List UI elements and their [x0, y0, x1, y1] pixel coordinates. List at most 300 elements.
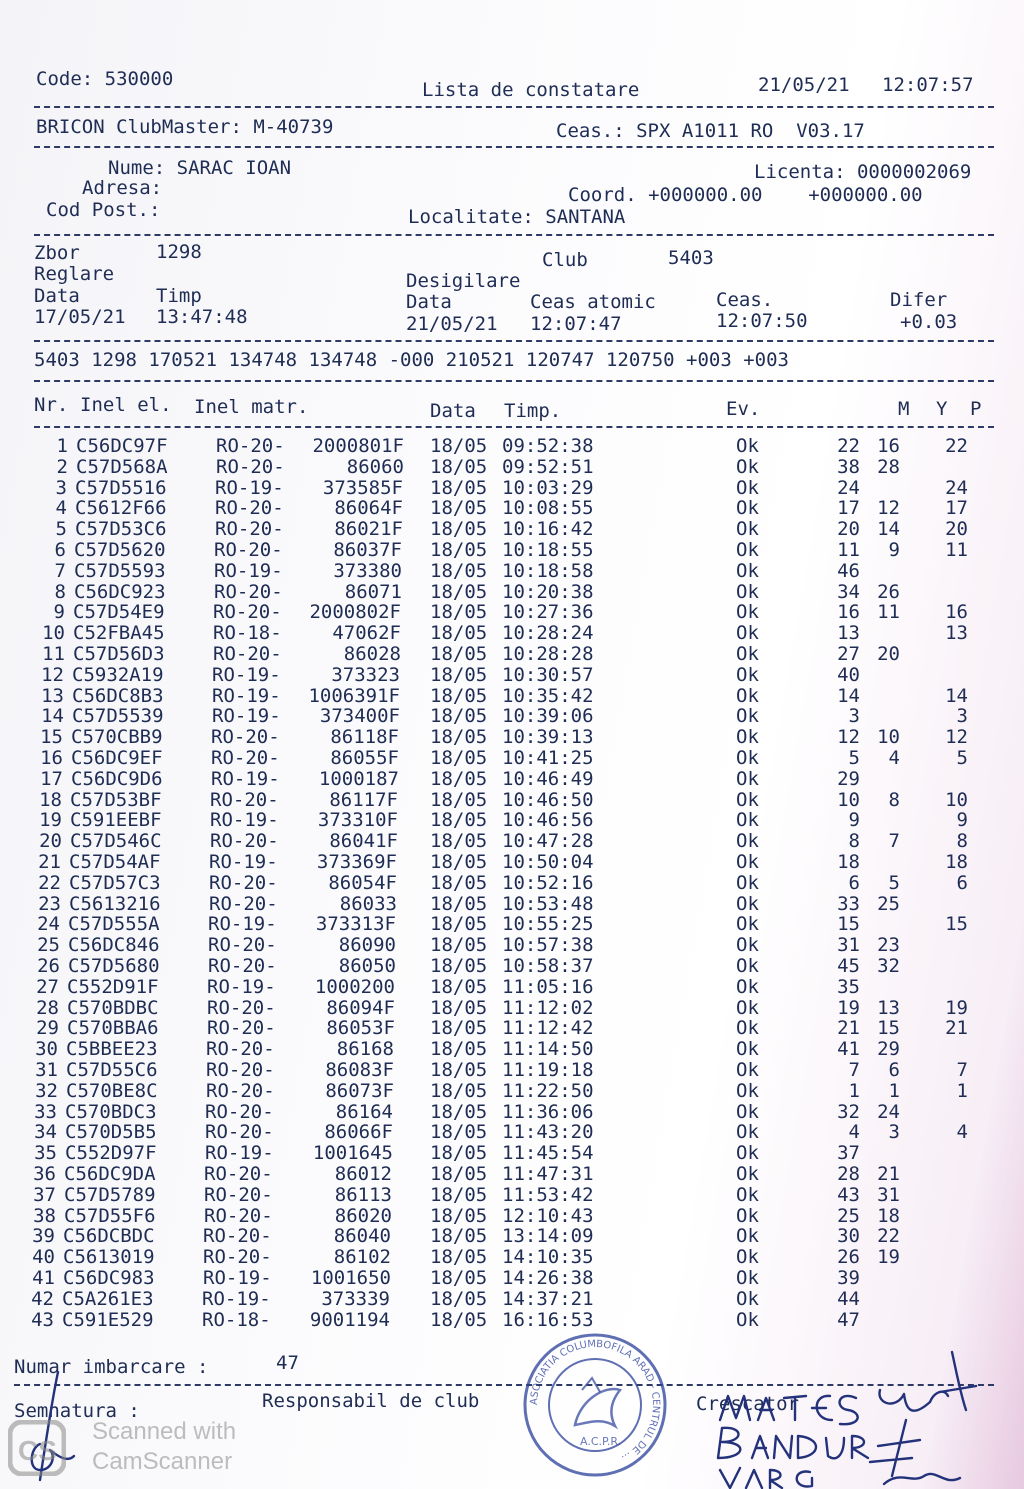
cell-number: 28 — [36, 996, 59, 1019]
table-row — [0, 1060, 1024, 1081]
cell-y-value: 16 — [877, 435, 900, 457]
cell-number: 33 — [34, 1100, 57, 1123]
cell-electronic-ring: C570BDBC — [67, 996, 159, 1019]
table-row — [0, 1206, 1024, 1227]
reglare-time: 13:47:48 — [156, 306, 248, 328]
cell-ring-number: 86020 — [334, 1204, 392, 1227]
cell-status: Ok — [736, 1308, 759, 1331]
cell-m-value: 31 — [837, 934, 860, 957]
cell-number: 30 — [35, 1038, 58, 1061]
cell-ring-prefix: RO-19- — [212, 663, 281, 686]
club-label: Club — [542, 249, 588, 271]
clock-info: Ceas.: SPX A1011 RO V03.17 — [556, 120, 865, 142]
cell-y-value: 11 — [877, 601, 900, 624]
cell-status: Ok — [736, 913, 759, 936]
cell-p-value: 15 — [945, 913, 968, 936]
cell-electronic-ring: C56DC8B3 — [72, 684, 164, 707]
cell-status: Ok — [736, 809, 759, 832]
col-header-timp: Timp. — [504, 400, 562, 422]
cell-status: Ok — [736, 830, 759, 853]
cell-ring-number: 86055F — [330, 747, 399, 769]
cell-y-value: 7 — [888, 830, 900, 853]
cell-ring-number: 86012 — [334, 1163, 392, 1185]
cell-number: 22 — [38, 871, 61, 894]
cell-number: 11 — [42, 643, 65, 665]
cell-number: 7 — [54, 559, 66, 582]
breeder-label: Crescator — [696, 1393, 799, 1415]
cell-status: Ok — [736, 455, 759, 478]
cell-ring-number: 373339 — [321, 1287, 390, 1310]
stamp-text: ASOCIATIA COLUMBOFILA ARAD - CENTRUL DE ... — [528, 1338, 662, 1464]
reglare-time-label: Timp — [156, 285, 202, 307]
table-row — [0, 1081, 1024, 1102]
cell-arrival-date: 18/05 — [430, 497, 488, 520]
cell-ring-number: 1001650 — [310, 1267, 391, 1289]
cell-p-value: 22 — [945, 435, 968, 457]
cell-m-value: 11 — [837, 539, 860, 561]
postal-code-label: Cod Post.: — [46, 199, 161, 221]
cell-ring-number: 86053F — [326, 1017, 395, 1040]
cell-status: Ok — [736, 1038, 759, 1061]
cell-electronic-ring: C56DC846 — [68, 934, 160, 957]
cell-m-value: 8 — [848, 830, 860, 853]
cell-number: 10 — [42, 622, 65, 645]
cell-arrival-time: 09:52:51 — [502, 455, 594, 478]
cell-status: Ok — [736, 1267, 759, 1289]
cell-m-value: 18 — [837, 851, 860, 873]
cell-ring-prefix: RO-20- — [204, 1163, 273, 1185]
cell-ring-number: 86083F — [325, 1059, 394, 1081]
cell-number: 8 — [54, 580, 66, 603]
signature-label: Semnatura : — [14, 1400, 140, 1422]
cell-arrival-date: 18/05 — [430, 643, 488, 665]
cell-p-value: 6 — [956, 871, 968, 894]
table-row — [0, 852, 1024, 873]
cell-arrival-time: 11:22:50 — [502, 1079, 594, 1102]
table-row — [0, 1289, 1024, 1310]
cell-y-value: 13 — [877, 996, 900, 1019]
cell-p-value: 9 — [956, 809, 968, 832]
cell-arrival-time: 10:27:36 — [502, 601, 594, 624]
cell-number: 42 — [31, 1287, 54, 1310]
cell-electronic-ring: C570BDC3 — [65, 1100, 157, 1123]
cell-arrival-date: 18/05 — [430, 601, 488, 624]
cell-electronic-ring: C591E529 — [62, 1308, 154, 1331]
cell-ring-number: 86040 — [333, 1225, 391, 1248]
cell-m-value: 17 — [837, 497, 860, 520]
cell-arrival-date: 18/05 — [430, 1100, 488, 1123]
cell-ring-prefix: RO-20- — [204, 1183, 273, 1206]
cell-ring-prefix: RO-20- — [214, 539, 283, 561]
cell-ring-prefix: RO-19- — [212, 705, 281, 728]
cell-y-value: 3 — [888, 1121, 900, 1144]
cell-status: Ok — [736, 767, 759, 790]
cell-electronic-ring: C5613019 — [63, 1246, 155, 1269]
divider — [34, 426, 994, 428]
print-time: 12:07:57 — [882, 74, 974, 96]
difference-label: Difer — [890, 289, 948, 311]
cell-arrival-time: 10:30:57 — [502, 663, 594, 686]
cell-electronic-ring: C570D5B5 — [65, 1121, 157, 1144]
cell-electronic-ring: C56DC923 — [74, 580, 166, 603]
cell-arrival-date: 18/05 — [430, 1204, 488, 1227]
cell-number: 16 — [40, 747, 63, 769]
cell-arrival-time: 14:37:21 — [502, 1287, 594, 1310]
table-row — [0, 1226, 1024, 1247]
cell-arrival-time: 11:14:50 — [502, 1038, 594, 1061]
cell-p-value: 5 — [956, 747, 968, 769]
cell-ring-number: 373369F — [316, 851, 397, 873]
cell-y-value: 15 — [877, 1017, 900, 1040]
cell-m-value: 33 — [837, 892, 860, 915]
cell-number: 34 — [34, 1121, 57, 1144]
cell-ring-prefix: RO-20- — [210, 788, 279, 811]
cell-number: 35 — [34, 1142, 57, 1165]
cell-ring-prefix: RO-20- — [214, 580, 283, 603]
club-stamp — [520, 1330, 670, 1480]
cell-number: 26 — [37, 955, 60, 977]
cell-status: Ok — [736, 975, 759, 998]
cell-arrival-date: 18/05 — [430, 559, 488, 582]
cell-electronic-ring: C57D546C — [70, 830, 162, 853]
cell-arrival-date: 18/05 — [430, 809, 488, 832]
col-header-inel-matr: Inel matr. — [194, 396, 309, 418]
cell-arrival-time: 10:18:58 — [502, 559, 594, 582]
cell-ring-prefix: RO-20- — [213, 601, 282, 624]
table-row — [0, 914, 1024, 935]
cell-p-value: 16 — [945, 601, 968, 624]
boarding-count-label: Numar imbarcare : — [14, 1356, 209, 1378]
cell-arrival-time: 10:35:42 — [502, 684, 594, 707]
cell-number: 4 — [55, 497, 67, 520]
col-header-inel-el: Inel el. — [80, 394, 172, 416]
cell-m-value: 26 — [837, 1246, 860, 1269]
col-header-p: P — [970, 398, 982, 420]
cell-y-value: 31 — [877, 1183, 900, 1206]
cell-arrival-time: 12:10:43 — [502, 1204, 594, 1227]
cell-arrival-time: 10:53:48 — [502, 892, 594, 915]
print-date: 21/05/21 — [758, 74, 850, 96]
cell-status: Ok — [736, 705, 759, 728]
cell-y-value: 22 — [877, 1225, 900, 1248]
cell-m-value: 22 — [837, 435, 860, 457]
cell-m-value: 5 — [848, 747, 860, 769]
cell-ring-prefix: RO-20- — [208, 934, 277, 957]
cell-m-value: 43 — [837, 1183, 860, 1206]
cell-arrival-time: 10:47:28 — [502, 830, 594, 853]
cell-m-value: 24 — [837, 476, 860, 499]
cell-y-value: 28 — [877, 455, 900, 478]
cell-electronic-ring: C57D5789 — [64, 1183, 156, 1206]
cell-p-value: 3 — [956, 705, 968, 728]
cell-electronic-ring: C57D5593 — [74, 559, 166, 582]
cell-m-value: 32 — [837, 1100, 860, 1123]
cell-ring-prefix: RO-20- — [203, 1225, 272, 1248]
cell-ring-prefix: RO-19- — [212, 684, 281, 707]
table-row — [0, 644, 1024, 665]
cell-ring-number: 1000187 — [318, 767, 399, 790]
cell-status: Ok — [736, 580, 759, 603]
cell-arrival-date: 18/05 — [430, 580, 488, 603]
locality: Localitate: SANTANA — [408, 206, 626, 228]
table-row — [0, 810, 1024, 831]
flight-label: Zbor — [34, 242, 80, 264]
table-row — [0, 706, 1024, 727]
cell-ring-number: 2000802F — [309, 601, 401, 624]
cell-ring-prefix: RO-19- — [215, 476, 284, 499]
cell-status: Ok — [736, 892, 759, 915]
cell-number: 41 — [32, 1267, 55, 1289]
cell-status: Ok — [736, 996, 759, 1019]
col-header-m: M — [898, 398, 910, 420]
cell-arrival-date: 18/05 — [430, 1225, 488, 1248]
desig-atomic-time: 12:07:47 — [530, 313, 622, 335]
cell-ring-number: 373310F — [317, 809, 398, 832]
col-header-y: Y — [936, 398, 948, 420]
cell-ring-number: 86102 — [333, 1246, 391, 1269]
cell-arrival-time: 10:57:38 — [502, 934, 594, 957]
cell-number: 38 — [33, 1204, 56, 1227]
cell-electronic-ring: C570BBA6 — [67, 1017, 159, 1040]
cell-m-value: 46 — [837, 559, 860, 582]
cell-ring-number: 86118F — [330, 726, 399, 749]
cell-number: 12 — [41, 663, 64, 686]
cell-ring-prefix: RO-20- — [205, 1100, 274, 1123]
cell-ring-prefix: RO-20- — [206, 1079, 275, 1102]
cell-status: Ok — [736, 497, 759, 520]
cell-ring-number: 86021F — [334, 518, 403, 541]
clock-label: Ceas. — [716, 289, 774, 311]
cell-ring-number: 373380 — [333, 559, 402, 582]
cell-ring-number: 373585F — [322, 476, 403, 499]
cell-electronic-ring: C570CBB9 — [71, 726, 163, 749]
cell-arrival-time: 16:16:53 — [502, 1308, 594, 1331]
clubmaster-label: BRICON ClubMaster: M-40739 — [36, 116, 334, 138]
cell-arrival-date: 18/05 — [430, 1038, 488, 1061]
table-row — [0, 1122, 1024, 1143]
reglare-label: Reglare — [34, 263, 115, 285]
cell-electronic-ring: C57D5620 — [74, 539, 166, 561]
cell-arrival-date: 18/05 — [430, 1079, 488, 1102]
cell-electronic-ring: C57D57C3 — [69, 871, 161, 894]
cell-m-value: 7 — [848, 1059, 860, 1081]
cell-ring-number: 86066F — [324, 1121, 393, 1144]
cell-m-value: 44 — [837, 1287, 860, 1310]
cell-p-value: 18 — [945, 851, 968, 873]
cell-electronic-ring: C56DC9DA — [64, 1163, 156, 1185]
divider — [14, 1384, 994, 1386]
cell-m-value: 14 — [837, 684, 860, 707]
cell-ring-prefix: RO-20- — [205, 1121, 274, 1144]
cell-electronic-ring: C5613216 — [69, 892, 161, 915]
cell-ring-prefix: RO-19- — [205, 1142, 274, 1165]
cell-arrival-date: 18/05 — [430, 955, 488, 977]
cell-arrival-date: 18/05 — [430, 788, 488, 811]
cell-number: 18 — [39, 788, 62, 811]
col-header-data: Data — [430, 400, 476, 422]
cell-arrival-time: 11:12:02 — [502, 996, 594, 1019]
cell-ring-prefix: RO-20- — [216, 435, 285, 457]
cell-m-value: 19 — [837, 996, 860, 1019]
cell-arrival-time: 14:10:35 — [502, 1246, 594, 1269]
table-row — [0, 665, 1024, 686]
cell-electronic-ring: C570BE8C — [66, 1079, 158, 1102]
cell-ring-number: 86054F — [328, 871, 397, 894]
cell-number: 6 — [54, 539, 66, 561]
cell-number: 5 — [55, 518, 67, 541]
cell-ring-number: 86071 — [344, 580, 402, 603]
cell-status: Ok — [736, 1100, 759, 1123]
cell-m-value: 30 — [837, 1225, 860, 1248]
cell-ring-number: 86168 — [336, 1038, 394, 1061]
cell-arrival-date: 18/05 — [430, 663, 488, 686]
cell-m-value: 4 — [848, 1121, 860, 1144]
cell-ring-number: 86037F — [333, 539, 402, 561]
cell-ring-prefix: RO-19- — [211, 767, 280, 790]
cell-m-value: 35 — [837, 975, 860, 998]
table-row — [0, 478, 1024, 499]
cell-electronic-ring: C52FBA45 — [73, 622, 165, 645]
cell-arrival-time: 10:41:25 — [502, 747, 594, 769]
table-row — [0, 831, 1024, 852]
cell-m-value: 25 — [837, 1204, 860, 1227]
cell-m-value: 40 — [837, 663, 860, 686]
cell-number: 36 — [33, 1163, 56, 1185]
cell-status: Ok — [736, 1246, 759, 1269]
cell-electronic-ring: C56DCBDC — [63, 1225, 155, 1248]
cell-arrival-time: 10:46:50 — [502, 788, 594, 811]
watermark-line-1: Scanned with — [92, 1418, 237, 1445]
cell-y-value: 1 — [888, 1079, 900, 1102]
cell-arrival-time: 10:20:38 — [502, 580, 594, 603]
cell-y-value: 12 — [877, 497, 900, 520]
cell-electronic-ring: C57D53C6 — [75, 518, 167, 541]
cell-number: 21 — [38, 851, 61, 873]
reglare-date-label: Data — [34, 285, 80, 307]
table-row — [0, 1039, 1024, 1060]
cell-m-value: 10 — [837, 788, 860, 811]
cell-arrival-date: 18/05 — [430, 1308, 488, 1331]
cell-y-value: 8 — [888, 788, 900, 811]
cell-arrival-date: 18/05 — [430, 684, 488, 707]
cell-electronic-ring: C5932A19 — [72, 663, 164, 686]
cell-y-value: 21 — [877, 1163, 900, 1185]
cell-arrival-date: 18/05 — [430, 747, 488, 769]
cell-ring-number: 86113 — [334, 1183, 392, 1206]
cell-ring-prefix: RO-19- — [209, 851, 278, 873]
svg-text:CS: CS — [18, 1435, 57, 1466]
cell-arrival-time: 11:19:18 — [502, 1059, 594, 1081]
cell-number: 29 — [36, 1017, 59, 1040]
table-row — [0, 935, 1024, 956]
cell-m-value: 29 — [837, 767, 860, 790]
cell-number: 25 — [37, 934, 60, 957]
cell-status: Ok — [736, 518, 759, 541]
cell-arrival-time: 11:47:31 — [502, 1163, 594, 1185]
cell-arrival-time: 10:46:49 — [502, 767, 594, 790]
cell-electronic-ring: C57D555A — [68, 913, 160, 936]
atomic-clock-label: Ceas atomic — [530, 291, 656, 313]
table-row — [0, 1247, 1024, 1268]
cell-ring-prefix: RO-18- — [202, 1308, 271, 1331]
cell-arrival-date: 18/05 — [430, 1183, 488, 1206]
watermark-line-2: CamScanner — [92, 1448, 233, 1475]
cell-p-value: 13 — [945, 622, 968, 645]
cell-arrival-time: 11:45:54 — [502, 1142, 594, 1165]
cell-electronic-ring: C57D56D3 — [73, 643, 165, 665]
cell-number: 32 — [35, 1079, 58, 1102]
cell-arrival-time: 10:46:56 — [502, 809, 594, 832]
boarding-count-value: 47 — [276, 1352, 299, 1374]
cell-arrival-date: 18/05 — [430, 435, 488, 457]
cell-electronic-ring: C57D5516 — [75, 476, 167, 499]
cell-ring-prefix: RO-18- — [213, 622, 282, 645]
cell-ring-number: 1000200 — [314, 975, 395, 998]
cell-arrival-date: 18/05 — [430, 455, 488, 478]
cell-m-value: 34 — [837, 580, 860, 603]
cell-ring-number: 1006391F — [308, 684, 400, 707]
cell-status: Ok — [736, 684, 759, 707]
cell-ring-prefix: RO-19- — [208, 913, 277, 936]
cell-electronic-ring: C57D5539 — [72, 705, 164, 728]
cell-arrival-time: 10:03:29 — [502, 476, 594, 499]
cell-arrival-date: 18/05 — [430, 1163, 488, 1185]
cell-ring-number: 373313F — [315, 913, 396, 936]
cell-m-value: 27 — [837, 643, 860, 665]
cell-number: 24 — [37, 913, 60, 936]
cell-ring-prefix: RO-20- — [210, 830, 279, 853]
cell-ring-number: 1001645 — [312, 1142, 393, 1165]
cell-arrival-date: 18/05 — [430, 830, 488, 853]
cell-y-value: 6 — [888, 1059, 900, 1081]
cell-arrival-date: 18/05 — [430, 1287, 488, 1310]
table-row — [0, 956, 1024, 977]
cell-ring-prefix: RO-19- — [207, 975, 276, 998]
cell-ring-number: 86094F — [326, 996, 395, 1019]
cell-ring-number: 86060 — [346, 455, 404, 478]
cell-arrival-time: 11:36:06 — [502, 1100, 594, 1123]
cell-m-value: 20 — [837, 518, 860, 541]
col-header-ev: Ev. — [726, 398, 761, 420]
table-row — [0, 727, 1024, 748]
cell-ring-number: 86090 — [338, 934, 396, 957]
cell-p-value: 12 — [945, 726, 968, 749]
cell-arrival-date: 18/05 — [430, 1246, 488, 1269]
cell-arrival-date: 18/05 — [430, 1121, 488, 1144]
cell-number: 23 — [38, 892, 61, 915]
cell-y-value: 14 — [877, 518, 900, 541]
coordinates: Coord. +000000.00 +000000.00 — [568, 184, 923, 206]
cell-y-value: 20 — [877, 643, 900, 665]
cell-electronic-ring: C57D54E9 — [73, 601, 165, 624]
cell-ring-prefix: RO-20- — [213, 643, 282, 665]
cell-ring-prefix: RO-20- — [206, 1059, 275, 1081]
cell-m-value: 28 — [837, 1163, 860, 1185]
cell-y-value: 32 — [877, 955, 900, 977]
cell-ring-prefix: RO-20- — [211, 747, 280, 769]
cell-number: 15 — [40, 726, 63, 749]
club-number: 5403 — [668, 247, 714, 269]
cell-m-value: 38 — [837, 455, 860, 478]
table-row — [0, 873, 1024, 894]
cell-number: 37 — [33, 1183, 56, 1206]
cell-number: 40 — [32, 1246, 55, 1269]
cell-ring-prefix: RO-20- — [215, 497, 284, 520]
table-row — [0, 436, 1024, 457]
cell-arrival-time: 14:26:38 — [502, 1267, 594, 1289]
cell-ring-number: 86073F — [325, 1079, 394, 1102]
cell-arrival-time: 10:39:13 — [502, 726, 594, 749]
